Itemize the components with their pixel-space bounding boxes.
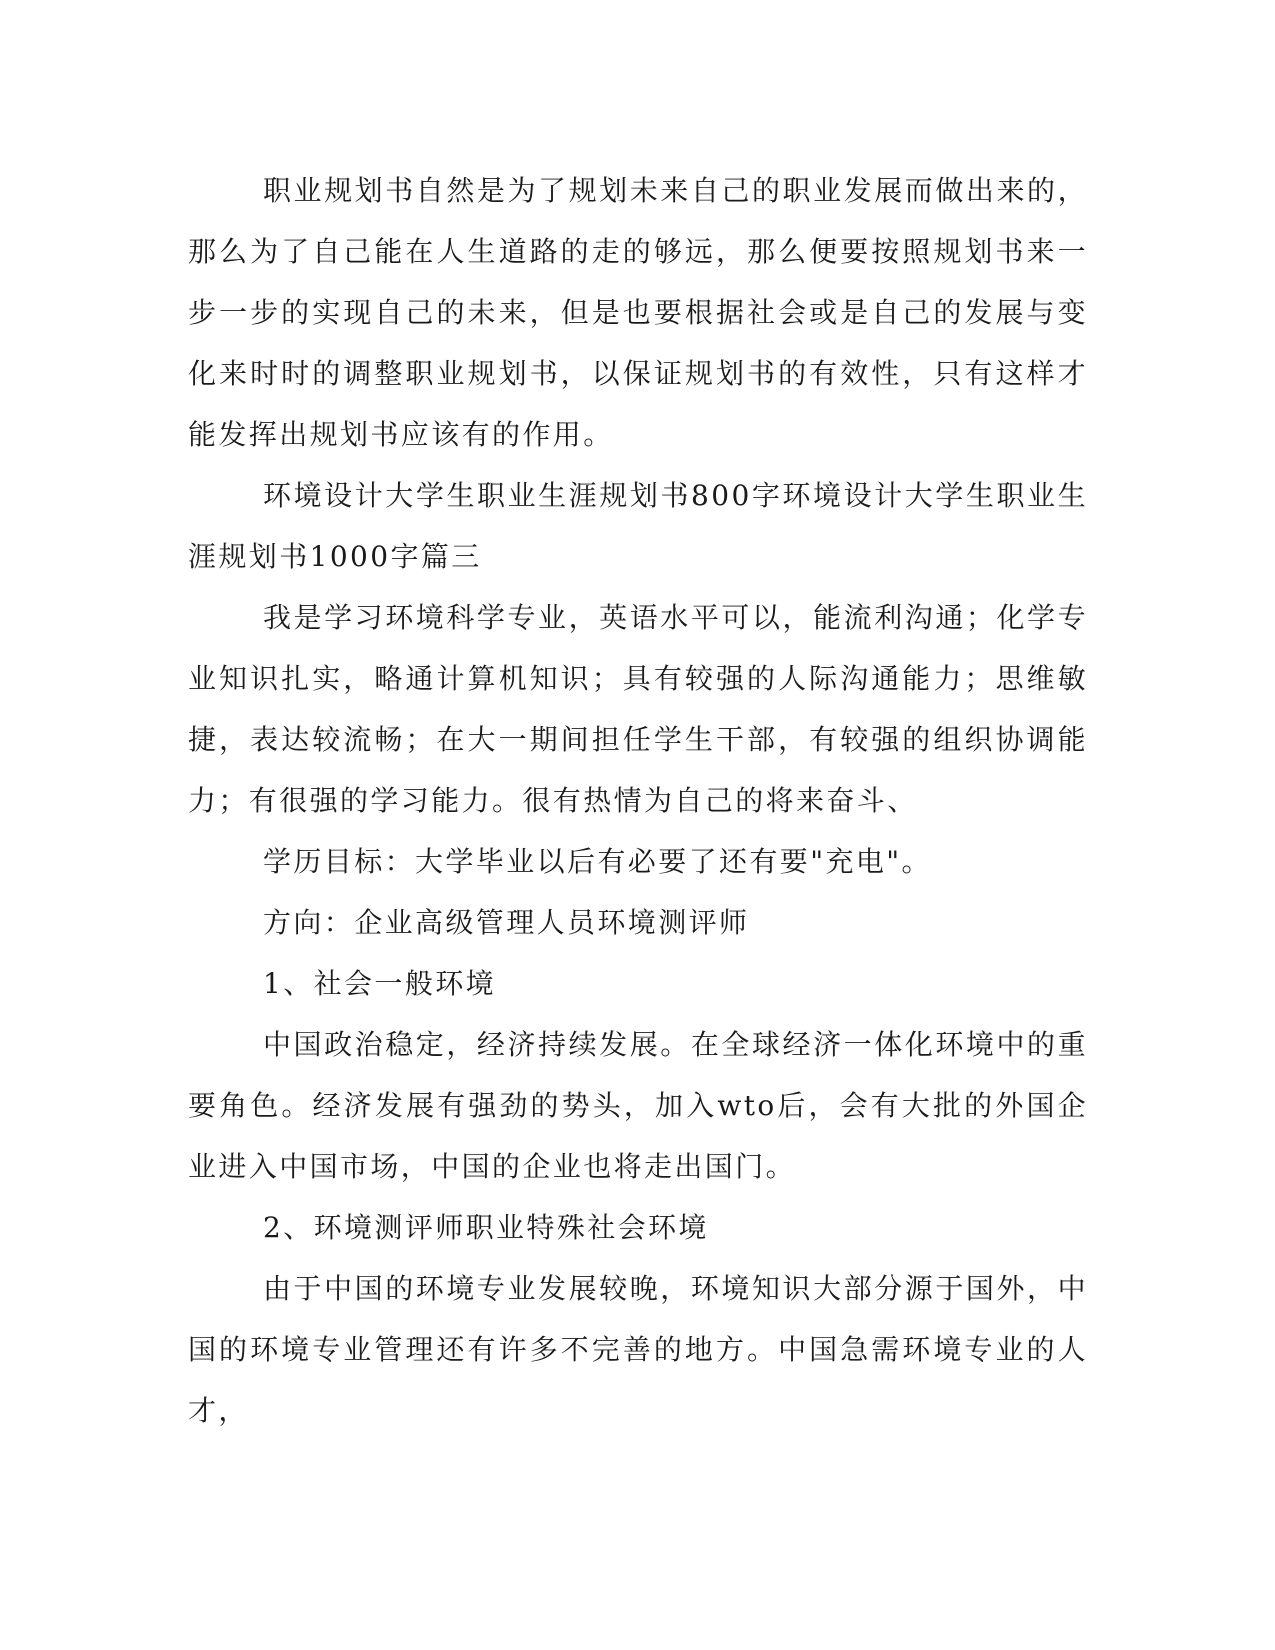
paragraph-section-heading: 环境设计大学生职业生涯规划书800字环境设计大学生职业生涯规划书1000字篇三 — [188, 479, 1088, 573]
paragraph-career-plan-purpose: 职业规划书自然是为了规划未来自己的职业发展而做出来的，那么为了自己能在人生道路的走的够远，那么便要按照规划书来一步一步的实现自己的未来，但是也要根据社会或是自己的发展与变化来时时的调整职业规划书，以保证规划书的有效性，只有这样才能发挥出规划书应该有的作用。 — [188, 174, 1088, 451]
paragraph-general-environment: 中国政治稳定，经济持续发展。在全球经济一体化环境中的重要角色。经济发展有强劲的势头，加入wto后，会有大批的外国企业进入中国市场，中国的企业也将走出国门。 — [188, 1028, 1088, 1183]
document-body — [188, 160, 1088, 1441]
paragraph-special-environment: 由于中国的环境专业发展较晚，环境知识大部分源于国外，中国的环境专业管理还有许多不完善的地方。中国急需环境专业的人才， — [188, 1272, 1088, 1427]
paragraph-education-goal: 学历目标：大学毕业以后有必要了还有要"充电"。 — [263, 845, 932, 878]
paragraph-direction: 方向：企业高级管理人员环境测评师 — [263, 906, 750, 939]
paragraph-self-assessment: 我是学习环境科学专业，英语水平可以，能流利沟通；化学专业知识扎实，略通计算机知识；具有较强的人际沟通能力；思维敏捷，表达较流畅；在大一期间担任学生干部，有较强的组织协调能力；有很强的学习能力。很有热情为自己的将来奋斗、 — [188, 601, 1088, 817]
paragraph-heading-special-environment: 2、环境测评师职业特殊社会环境 — [263, 1211, 709, 1244]
paragraph-heading-general-environment: 1、社会一般环境 — [263, 967, 497, 1000]
